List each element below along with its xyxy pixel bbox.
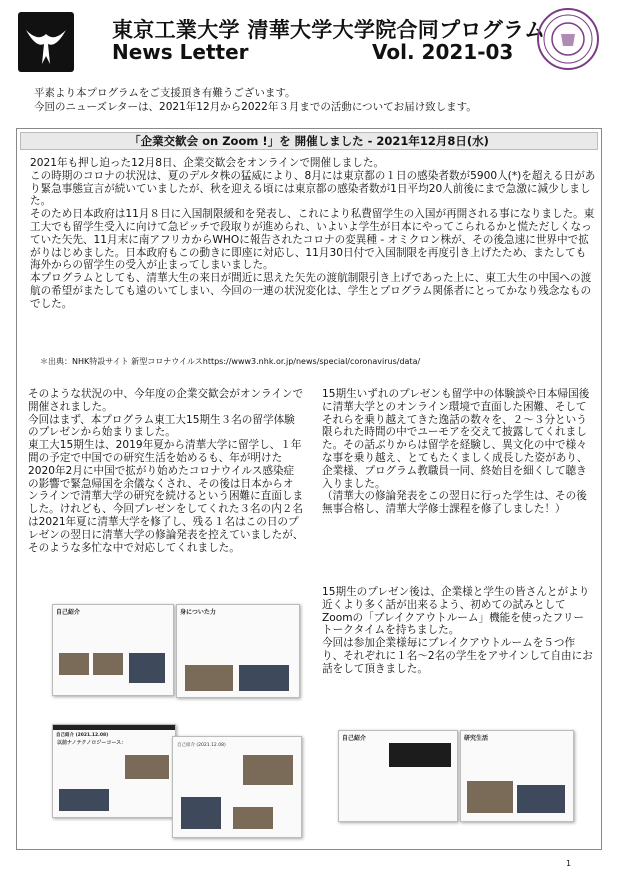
article-heading: 「企業交歓会 on Zoom !」を 開催しました - 2021年12月8日(水) bbox=[20, 132, 598, 150]
program-title: 東京工業大学 清華大学大学院合同プログラム bbox=[112, 18, 546, 42]
right-paragraph: （清華大の修論発表をこの翌日に行った学生は、その後無事合格し、清華大学修士課程を修了しました！） bbox=[322, 490, 587, 516]
left-column bbox=[28, 388, 304, 554]
slide-title: 自己紹介 bbox=[56, 609, 81, 616]
right-paragraph: 今回は参加企業様毎にブレイクアウトルームを５つ作り、それぞれに１名～2名の学生をアサインして自由にお話をして頂きました。 bbox=[322, 637, 593, 675]
tokyo-tech-logo bbox=[18, 12, 74, 72]
right-column-top bbox=[322, 388, 594, 516]
article-paragraph: そのため日本政府は11月８日に入国制限緩和を発表し、これにより私費留学生の入国が再開される事になりました。東工大でも留学生受入に向けて急ピッチで段取りが進められ、いよいよ学生が日本にやってこられるかと慌ただしくなっていた矢先、11月末に南アフリカからWHOに報告されたコロナの変異種 - オミクロン株が、その後急速に世界中で拡がりはじめました。日本政府もこの動きに即座に対応し、11月30日付で入国制限を再度引き上げたため、またしても海外からの留学生の受入が止まってしまいました。 bbox=[30, 208, 595, 272]
page-number: 1 bbox=[566, 859, 572, 868]
left-paragraph: そのような状況の中、今年度の企業交歓会がオンラインで開催されました。 bbox=[28, 388, 304, 413]
source-note: ＊出典：NHK特設サイト 新型コロナウイルスhttps://www3.nhk.or.jp/news/special/coronavirus/data/ bbox=[40, 357, 421, 366]
newsletter-label: News Letter bbox=[112, 40, 249, 64]
slide-self-intro-2 bbox=[52, 724, 176, 818]
intro-line-1: 平素より本プログラムをご支援頂き有難うございます。 bbox=[34, 87, 296, 99]
right-paragraph: 15期生のプレゼン後は、企業様と学生の皆さんとがより近くより多く話が出来るよう、初めての試みとしてZoomの「ブレイクアウトルーム」機能を使ったフリートークタイムを持ちました。 bbox=[322, 586, 590, 637]
right-paragraph: 15期生いずれのプレゼンも留学中の体験談や日本帰国後に清華大学とのオンライン環境で直面した困難、そしてそれらを乗り越えてきた逸話の数々を、２～３分という限られた時間の中でユーモアを交えて披露してくれました。その話ぶりからは留学を経験し、異文化の中で様々な事を乗り越え、とてもたくましく成長した姿があり、企業様、プログラム教職員一同、終始目を細くして聴き入りました。 bbox=[322, 388, 590, 490]
volume-label: Vol. 2021-03 bbox=[372, 40, 514, 64]
article-paragraph: 2021年も押し迫った12月8日、企業交歓会をオンラインで開催しました。 bbox=[30, 157, 385, 169]
slide-title: 研究生活 bbox=[464, 735, 489, 742]
slide-skills bbox=[176, 604, 300, 698]
slide-title: 自己紹介 (2021.12.08) bbox=[177, 743, 226, 748]
slide-title: 身についた力 bbox=[180, 609, 216, 616]
tsinghua-seal bbox=[537, 8, 599, 70]
slide-subtitle: 以前ナノテクノロジーコース： bbox=[57, 740, 127, 746]
swallow-icon bbox=[18, 12, 74, 72]
article-paragraph: 本プログラムとしても、清華大生の来日が間近に思えた矢先の渡航制限引き上げであった上に、東工大生の中国への渡航の希望がまたしても遠のいてしまい、今回の一連の状況変化は、学生とプログラム関係者にとってかなり残念なものでした。 bbox=[30, 272, 592, 310]
seal-icon bbox=[539, 10, 597, 68]
slide-self-intro-4 bbox=[338, 730, 458, 822]
left-paragraph: 今回はまず、本プログラム東工大15期生３名の留学体験のプレゼンから始まりました。 bbox=[28, 413, 295, 439]
slide-research-life bbox=[460, 730, 574, 822]
slide-self-intro-3 bbox=[172, 736, 302, 838]
article-paragraph: この時期のコロナの状況は、夏のデルタ株の猛威により、8月には東京都の１日の感染者数が5900人(*)を超える日があり緊急事態宣言が続いていましたが、秋を迎える頃には東京都の感染者数が1日平均20人前後にまで急激に減少しました。 bbox=[30, 169, 596, 208]
right-column-bottom bbox=[322, 586, 594, 676]
slide-title: 自己紹介 (2021.12.08) bbox=[56, 733, 109, 738]
article-body bbox=[30, 157, 596, 311]
slide-title: 自己紹介 bbox=[342, 735, 367, 742]
left-paragraph: 東工大15期生は、2019年夏から清華大学に留学し、１年間の予定で中国での研究生活を始めるも、年が明けた2020年2月に中国で拡がり始めたコロナウイルス感染症の影響で緊急帰国を余儀なくされ、その後は日本からオンラインで清華大学の研究を続けるという困難に直面しました。けれども、今回プレゼンをしてくれた３名の内２名は2021年夏に清華大学を修了し、残る１名はこの日のプレゼンの翌日に清華大学の修論発表を控えていましたが、そのような多忙な中で対応してくれました。 bbox=[28, 439, 304, 554]
slide-self-intro-1 bbox=[52, 604, 174, 696]
intro-line-2: 今回のニューズレターは、2021年12月から2022年３月までの活動についてお届け致します。 bbox=[34, 101, 477, 113]
